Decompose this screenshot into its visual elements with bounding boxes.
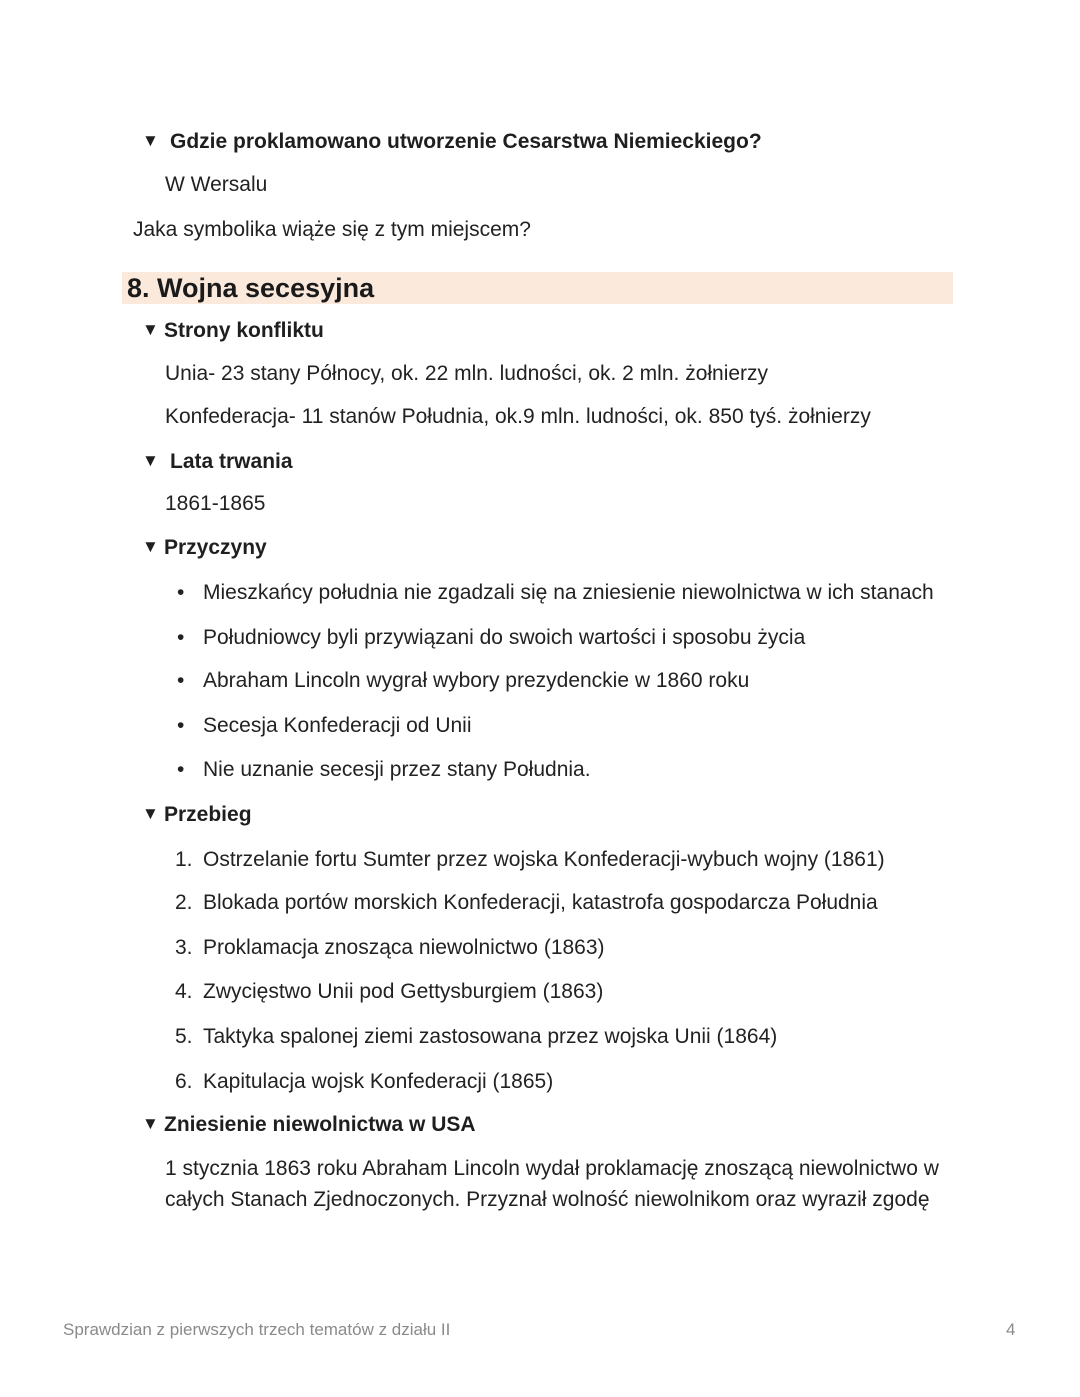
list-item: • Secesja Konfederacji od Unii <box>165 714 472 738</box>
list-item: • Abraham Lincoln wygrał wybory prezydenckie w 1860 roku <box>165 669 749 693</box>
page-number: 4 <box>1006 1320 1016 1339</box>
bullet-dot-icon: • <box>177 714 185 737</box>
list-item: 3. Proklamacja znosząca niewolnictwo (1863) <box>175 936 605 959</box>
triangle-down-icon[interactable]: ▼ <box>142 320 159 339</box>
section-title: 8. Wojna secesyjna <box>127 273 375 303</box>
answer-text: W Wersalu <box>165 173 268 196</box>
list-item: 4. Zwycięstwo Unii pod Gettysburgiem (1863) <box>175 980 604 1003</box>
zniesienie-paragraph: 1 stycznia 1863 roku Abraham Lincoln wydał proklamację znoszącą niewolnictwo w całych Stanach Zjednoczonych. Przyznał wolność niewolnikom oraz wyraził zgodę <box>165 1157 939 1211</box>
toggle-przebieg[interactable] <box>142 803 252 827</box>
toggle-przyczyny[interactable] <box>142 536 267 560</box>
list-item: • Mieszkańcy południa nie zgadzali się na zniesienie niewolnictwa w ich stanach <box>165 581 934 605</box>
toggle-heading: Przyczyny <box>164 536 267 559</box>
footer-title: Sprawdzian z pierwszych trzech tematów z działu II <box>63 1320 451 1339</box>
toggle-question-text: Gdzie proklamowano utworzenie Cesarstwa Niemieckiego? <box>170 130 762 153</box>
toggle-heading: Strony konfliktu <box>164 319 324 342</box>
list-item: 2. Blokada portów morskich Konfederacji, katastrofa gospodarcza Południa <box>175 891 878 914</box>
list-item: • Południowcy byli przywiązani do swoich wartości i sposobu życia <box>165 626 805 650</box>
followup-question: Jaka symbolika wiąże się z tym miejscem? <box>133 218 531 241</box>
list-item: 5. Taktyka spalonej ziemi zastosowana przez wojska Unii (1864) <box>175 1025 778 1048</box>
toggle-question-versailles[interactable] <box>142 130 762 154</box>
lata-value: 1861-1865 <box>165 492 266 515</box>
strony-line-konfederacja: Konfederacja- 11 stanów Południa, ok.9 mln. ludności, ok. 850 tyś. żołnierzy <box>165 405 871 428</box>
triangle-down-icon[interactable]: ▼ <box>142 537 159 556</box>
toggle-strony-konfliktu[interactable] <box>142 319 324 343</box>
bullet-dot-icon: • <box>177 581 185 604</box>
strony-line-unia: Unia- 23 stany Północy, ok. 22 mln. ludności, ok. 2 mln. żołnierzy <box>165 362 769 385</box>
triangle-down-icon[interactable]: ▼ <box>142 451 159 470</box>
list-item: 6. Kapitulacja wojsk Konfederacji (1865) <box>175 1070 554 1093</box>
list-item: 1. Ostrzelanie fortu Sumter przez wojska Konfederacji-wybuch wojny (1861) <box>175 848 885 871</box>
bullet-dot-icon: • <box>177 669 185 692</box>
toggle-heading: Lata trwania <box>170 450 293 473</box>
triangle-down-icon[interactable]: ▼ <box>142 131 159 150</box>
bullet-dot-icon: • <box>177 626 185 649</box>
toggle-heading: Zniesienie niewolnictwa w USA <box>164 1113 476 1136</box>
toggle-heading: Przebieg <box>164 803 252 826</box>
triangle-down-icon[interactable]: ▼ <box>142 1114 159 1133</box>
bullet-dot-icon: • <box>177 758 185 781</box>
toggle-zniesienie[interactable] <box>142 1113 476 1137</box>
list-item: • Nie uznanie secesji przez stany Południa. <box>165 758 591 782</box>
triangle-down-icon[interactable]: ▼ <box>142 804 159 823</box>
toggle-lata-trwania[interactable] <box>142 450 293 474</box>
